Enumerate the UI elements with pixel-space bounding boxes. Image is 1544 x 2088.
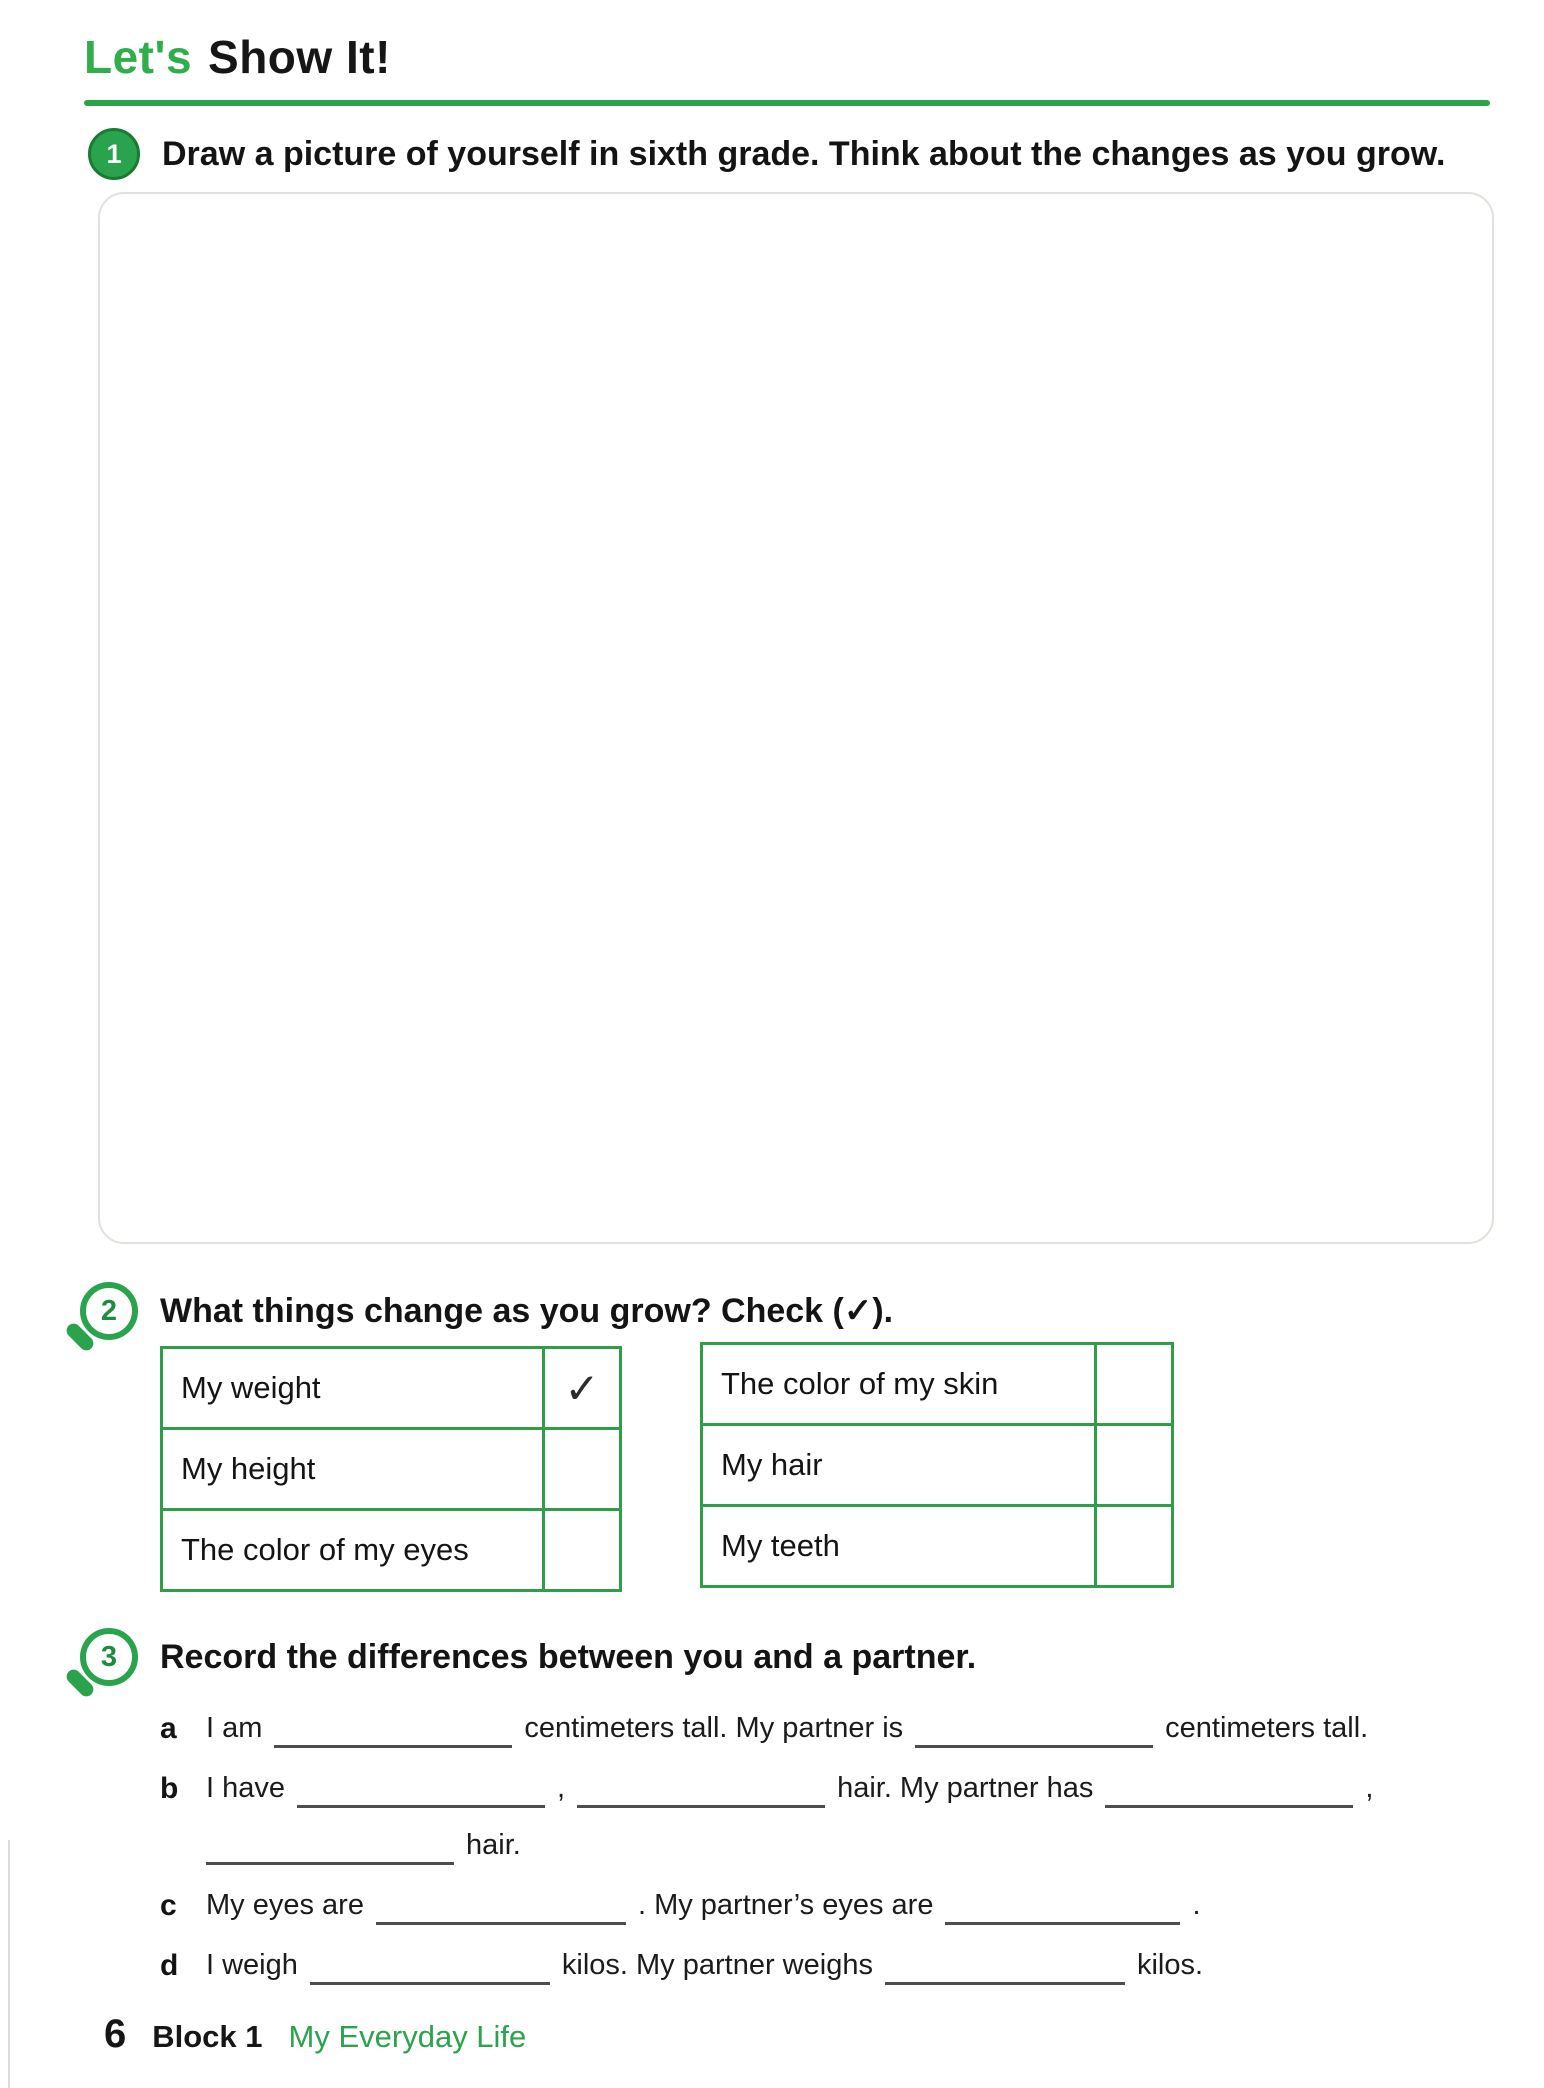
table-cell-label: My hair <box>721 1447 823 1482</box>
table-cell-label: My weight <box>181 1370 321 1405</box>
answer-blank[interactable] <box>885 1942 1125 1985</box>
activity1-number-badge: 1 <box>88 128 140 180</box>
answer-blank[interactable] <box>310 1942 550 1985</box>
exercise-item-c <box>160 1877 1520 1934</box>
change-table-left <box>160 1346 622 1592</box>
footer-block-label: Block 1 <box>152 2019 263 2054</box>
sentence-text: I weigh <box>206 1949 298 1981</box>
answer-blank[interactable] <box>945 1882 1180 1925</box>
table-cell-label: My teeth <box>721 1528 840 1563</box>
footer-section-title: My Everyday Life <box>288 2019 527 2054</box>
sentence-text: I am <box>206 1712 263 1744</box>
sentence-text: centimeters tall. My partner is <box>524 1712 904 1744</box>
item-letter: c <box>160 1889 177 1922</box>
sentence-text: , <box>1365 1772 1374 1804</box>
table-cell-check[interactable] <box>1094 1426 1171 1504</box>
magnifier-3-icon <box>80 1628 138 1686</box>
item-letter: a <box>160 1712 177 1745</box>
item-lines <box>206 1760 1520 1874</box>
activity2-heading <box>80 1282 893 1340</box>
table-row <box>163 1349 619 1427</box>
sentence-text: . My partner’s eyes are <box>637 1889 934 1921</box>
page-footer <box>104 2012 526 2057</box>
table-row <box>163 1508 619 1589</box>
table-row <box>703 1345 1171 1423</box>
sentence-text: , <box>557 1772 566 1804</box>
answer-blank[interactable] <box>206 1822 454 1865</box>
table-cell-check[interactable]: ✓ <box>542 1349 619 1427</box>
table-cell-check[interactable] <box>1094 1345 1171 1423</box>
sentence-text: hair. <box>466 1829 521 1861</box>
activity1-heading <box>88 128 1445 180</box>
page-title-black-words: Show It! <box>208 31 391 83</box>
activity2-instruction: What things change as you grow? Check (✓). <box>160 1292 894 1330</box>
answer-blank[interactable] <box>577 1765 825 1808</box>
magnifier-2-icon <box>80 1282 138 1340</box>
item-letter: b <box>160 1772 179 1805</box>
exercise-list <box>160 1700 1520 1997</box>
item-lines <box>206 1877 1520 1934</box>
scan-edge-artifact <box>8 1840 10 2088</box>
table-cell-label: My height <box>181 1451 316 1486</box>
answer-blank[interactable] <box>1105 1765 1353 1808</box>
activity2-number-badge: 2 <box>80 1282 138 1340</box>
answer-blank[interactable] <box>376 1882 626 1925</box>
page-title-green-word: Let's <box>84 31 193 83</box>
exercise-item-d <box>160 1937 1520 1994</box>
answer-blank[interactable] <box>297 1765 545 1808</box>
table-row <box>703 1504 1171 1585</box>
sentence-text: I have <box>206 1772 285 1804</box>
sentence-text: centimeters tall. <box>1165 1712 1369 1744</box>
table-row <box>703 1423 1171 1504</box>
table-cell-check[interactable] <box>1094 1507 1171 1585</box>
activity3-instruction: Record the differences between you and a partner. <box>160 1637 977 1676</box>
change-table-right <box>700 1342 1174 1588</box>
table-cell-check[interactable] <box>542 1430 619 1508</box>
table-cell-check[interactable] <box>542 1511 619 1589</box>
table-cell-label: The color of my skin <box>721 1366 999 1401</box>
sentence-text: kilos. My partner weighs <box>561 1949 873 1981</box>
item-lines <box>206 1700 1520 1757</box>
activity3-number-badge: 3 <box>80 1628 138 1686</box>
answer-blank[interactable] <box>915 1705 1153 1748</box>
exercise-item-a <box>160 1700 1520 1757</box>
item-lines <box>206 1937 1520 1994</box>
table-row <box>163 1427 619 1508</box>
drawing-area[interactable] <box>98 192 1494 1244</box>
sentence-text: . <box>1192 1889 1201 1921</box>
sentence-text: kilos. <box>1136 1949 1204 1981</box>
answer-blank[interactable] <box>274 1705 512 1748</box>
sentence-text: My eyes are <box>206 1889 364 1921</box>
sentence-text: hair. My partner has <box>837 1772 1094 1804</box>
page-title <box>84 30 391 84</box>
item-letter: d <box>160 1949 179 1982</box>
footer-page-number: 6 <box>104 2012 127 2056</box>
exercise-item-b <box>160 1760 1520 1874</box>
activity3-heading <box>80 1628 976 1686</box>
title-underline <box>84 100 1490 106</box>
table-cell-label: The color of my eyes <box>181 1532 469 1567</box>
activity1-instruction: Draw a picture of yourself in sixth grade. Think about the changes as you grow. <box>162 134 1446 173</box>
